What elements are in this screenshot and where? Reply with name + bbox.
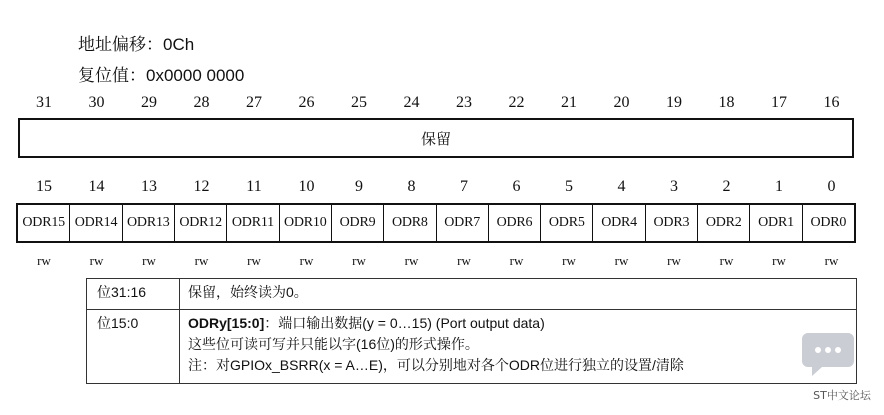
bit-number: 9 <box>355 178 363 195</box>
odr-field: ODR2 <box>698 205 750 241</box>
bit-number: 13 <box>141 178 157 195</box>
bit-number: 30 <box>88 94 105 111</box>
odr-field: ODR3 <box>646 205 698 241</box>
odr-field: ODR11 <box>227 205 279 241</box>
bit-number: 11 <box>246 178 262 195</box>
bit-number: 12 <box>193 178 210 195</box>
bit-number: 24 <box>403 94 420 111</box>
bit-number: 25 <box>351 94 367 111</box>
bit-number: 0 <box>827 178 836 195</box>
access-type: rw <box>352 253 366 268</box>
bit-range: 位31:16 <box>87 279 180 310</box>
odr-field: ODR8 <box>384 205 436 241</box>
bit-number: 4 <box>617 178 626 195</box>
bit-number: 21 <box>561 94 577 111</box>
upper-bit-numbers <box>18 94 856 116</box>
lower-bit-numbers <box>18 178 856 200</box>
odr-field: ODR13 <box>123 205 175 241</box>
access-type: rw <box>824 253 839 268</box>
bit-number: 17 <box>771 94 787 111</box>
field-note: 注：对GPIOx_BSRR(x = A…E)，可以分别地对各个ODR位进行独立的设置/清除 <box>188 357 684 373</box>
reserved-label: 保留 <box>420 129 451 148</box>
access-row <box>18 253 856 275</box>
watermark <box>800 327 884 415</box>
access-type: rw <box>299 253 314 268</box>
access-type: rw <box>457 253 471 268</box>
access-type: rw <box>614 253 629 268</box>
field-name: ODRy[15:0] <box>188 315 265 331</box>
table-row <box>87 310 857 384</box>
reserved-field <box>18 118 854 158</box>
bit-number: 6 <box>512 178 521 195</box>
access-type: rw <box>667 253 681 268</box>
access-type: rw <box>404 253 419 268</box>
access-type: rw <box>194 253 209 268</box>
odr-field: ODR14 <box>70 205 122 241</box>
odr-field: ODR1 <box>750 205 802 241</box>
access-type: rw <box>89 253 104 268</box>
bit-number: 28 <box>193 94 210 111</box>
bit-number: 10 <box>298 178 315 195</box>
odr-field: ODR9 <box>332 205 384 241</box>
bit-number: 20 <box>613 94 630 111</box>
odr-field: ODR10 <box>280 205 332 241</box>
odr-field: ODR4 <box>593 205 645 241</box>
access-type: rw <box>772 253 786 268</box>
access-type: rw <box>562 253 576 268</box>
bit-number: 26 <box>298 94 315 111</box>
bit-number: 27 <box>246 94 262 111</box>
bit-number: 14 <box>88 178 105 195</box>
bit-number: 19 <box>666 94 682 111</box>
bit-description-table <box>86 278 857 384</box>
odr-field: ODR7 <box>437 205 489 241</box>
odr-field: ODR6 <box>489 205 541 241</box>
bit-number: 7 <box>460 178 468 195</box>
bit-description: 保留，始终读为0。 <box>180 279 857 310</box>
table-row <box>87 279 857 310</box>
bit-number: 31 <box>36 94 52 111</box>
bit-number: 8 <box>407 178 416 195</box>
field-summary: ：端口输出数据(y = 0…15) (Port output data) <box>264 315 545 331</box>
access-type: rw <box>719 253 734 268</box>
watermark-text: ST中文论坛 <box>813 389 871 402</box>
bit-number: 16 <box>823 94 840 111</box>
bit-number: 1 <box>775 178 783 195</box>
odr-field: ODR0 <box>810 215 847 230</box>
reset-value: 复位值：0x0000 0000 <box>78 66 245 85</box>
odr-field: ODR15 <box>18 205 70 241</box>
field-note: 这些位可读可写并只能以字(16位)的形式操作。 <box>188 336 479 352</box>
bit-range: 位15:0 <box>87 310 180 384</box>
odr-field-row <box>16 203 856 243</box>
bit-number: 22 <box>508 94 525 111</box>
chat-bubble-icon <box>800 327 884 387</box>
bit-number: 15 <box>36 178 52 195</box>
odr-field: ODR12 <box>175 205 227 241</box>
access-type: rw <box>509 253 524 268</box>
address-offset: 地址偏移：0Ch <box>78 35 195 54</box>
bit-number: 3 <box>670 178 678 195</box>
access-type: rw <box>247 253 261 268</box>
bit-description <box>180 310 857 384</box>
bit-number: 23 <box>456 94 472 111</box>
bit-number: 18 <box>718 94 735 111</box>
bit-number: 2 <box>722 178 731 195</box>
bit-number: 5 <box>565 178 573 195</box>
access-type: rw <box>37 253 51 268</box>
bit-number: 29 <box>141 94 157 111</box>
odr-field: ODR5 <box>541 205 593 241</box>
access-type: rw <box>142 253 156 268</box>
field-title-line <box>188 313 848 334</box>
